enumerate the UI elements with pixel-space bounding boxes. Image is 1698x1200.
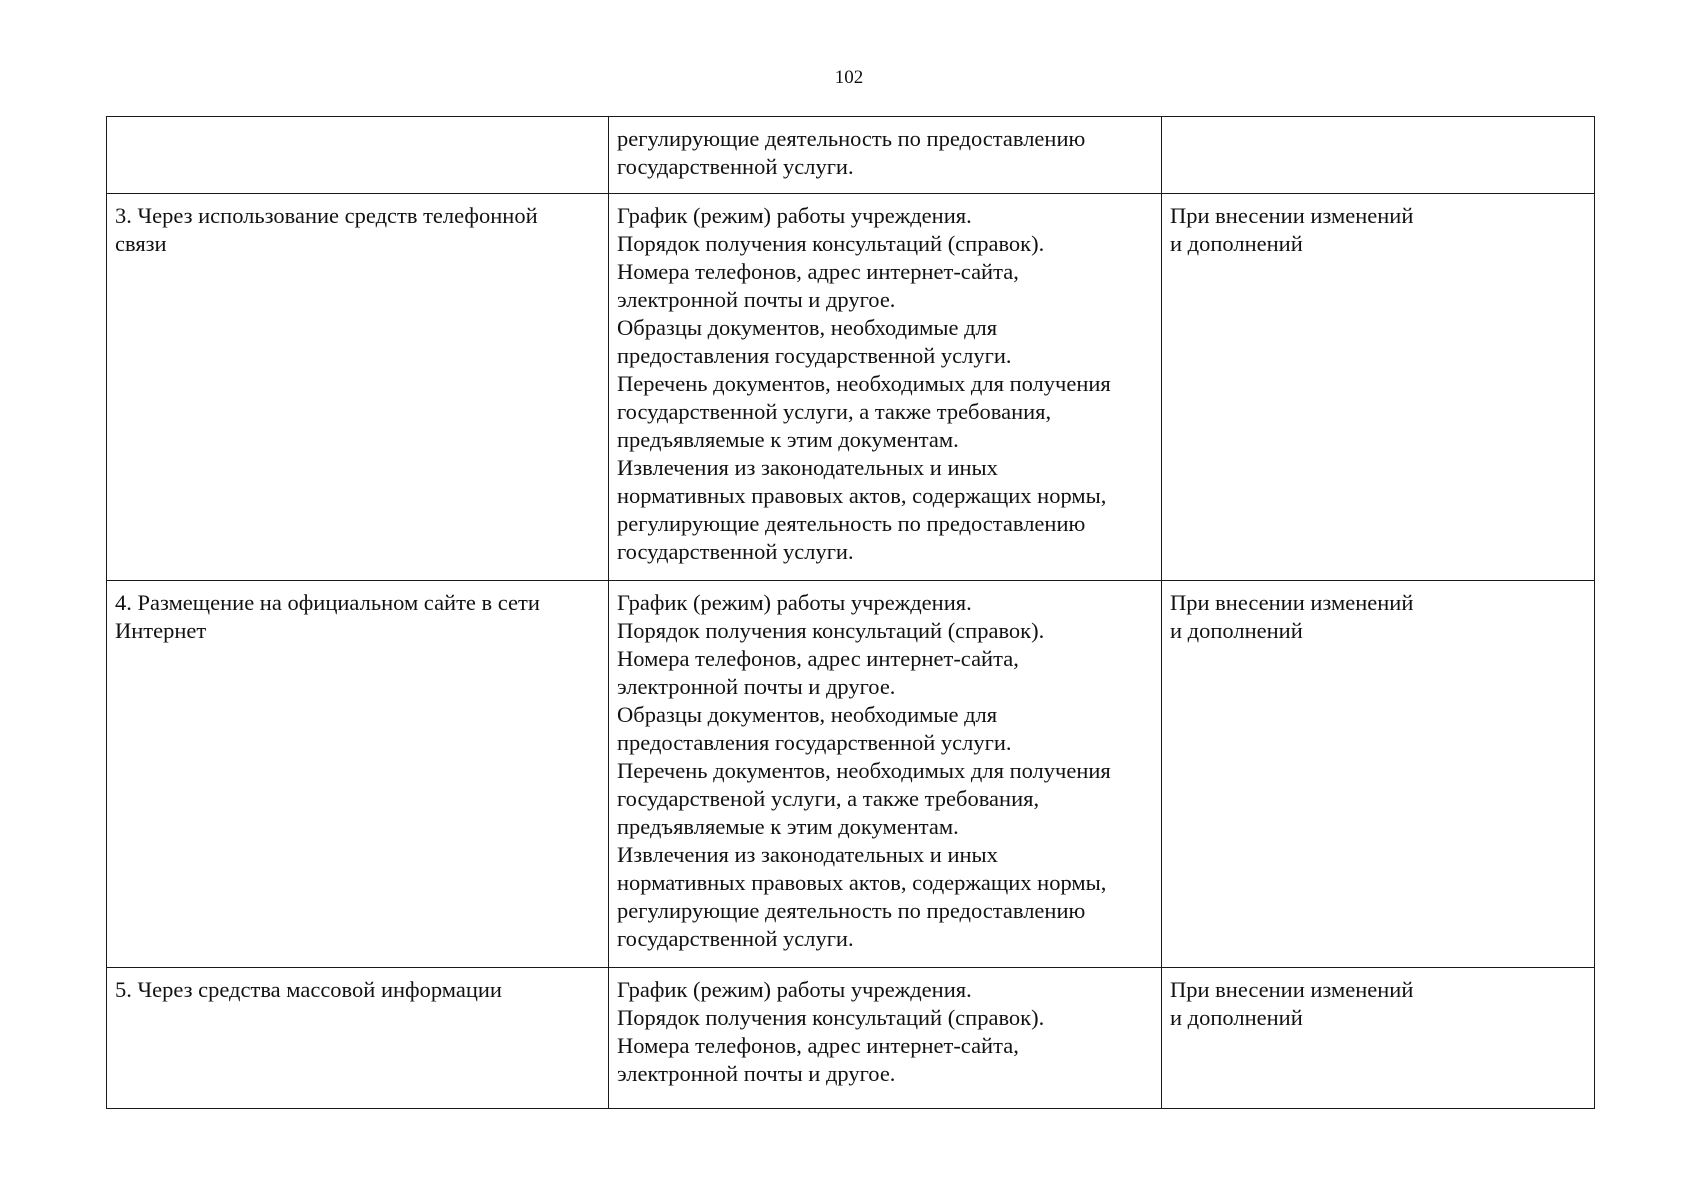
content-cell: График (режим) работы учреждения. Порядок получения консультаций (справок). Номера телефонов, адрес интернет-сайта, электронной почты и другое. bbox=[609, 968, 1162, 1109]
table-row-telephone bbox=[107, 194, 1595, 581]
method-cell bbox=[107, 117, 609, 194]
method-cell: 4. Размещение на официальном сайте в сети Интернет bbox=[107, 581, 609, 968]
page-number: 102 bbox=[834, 67, 864, 88]
table-row-mass-media bbox=[107, 968, 1595, 1109]
content-cell: График (режим) работы учреждения. Порядок получения консультаций (справок). Номера телефонов, адрес интернет-сайта, электронной почты и другое. Образцы документов, необходимые для предоставления государственной услуги. Перечень документов, необходимых для получения государственной услуги, а также требования, предъявляемые к этим документам. Извлечения из законодательных и иных нормативных правовых актов, содержащих нормы, регулирующие деятельность по предоставлению государственной услуги. bbox=[609, 194, 1162, 581]
frequency-cell bbox=[1162, 117, 1595, 194]
frequency-cell: При внесении изменений и дополнений bbox=[1162, 581, 1595, 968]
frequency-cell: При внесении изменений и дополнений bbox=[1162, 194, 1595, 581]
content-cell: График (режим) работы учреждения. Порядок получения консультаций (справок). Номера телефонов, адрес интернет-сайта, электронной почты и другое. Образцы документов, необходимые для предоставления государственной услуги. Перечень документов, необходимых для получения государственой услуги, а также требования, предъявляемые к этим документам. Извлечения из законодательных и иных нормативных правовых актов, содержащих нормы, регулирующие деятельность по предоставлению государственной услуги. bbox=[609, 581, 1162, 968]
frequency-cell: При внесении изменений и дополнений bbox=[1162, 968, 1595, 1109]
method-cell: 5. Через средства массовой информации bbox=[107, 968, 609, 1109]
method-cell: 3. Через использование средств телефонной связи bbox=[107, 194, 609, 581]
content-cell: регулирующие деятельность по предоставлению государственной услуги. bbox=[609, 117, 1162, 194]
table-row-website bbox=[107, 581, 1595, 968]
table-row-continuation bbox=[107, 117, 1595, 194]
information-methods-table bbox=[106, 116, 1595, 1109]
